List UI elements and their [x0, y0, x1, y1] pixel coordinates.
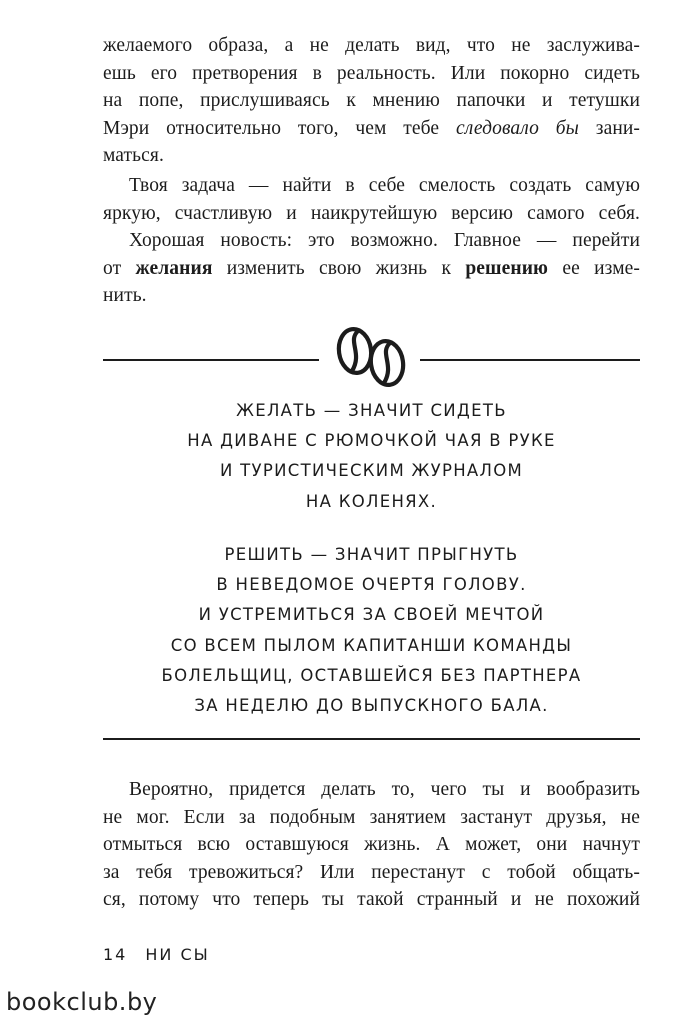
- page-footer: [103, 945, 210, 964]
- text-line: не мог. Если за подобным занятием застанут друзья, не: [103, 806, 640, 828]
- paragraph-2: [103, 172, 640, 227]
- quote-line: РЕШИТЬ — ЗНАЧИТ ПРЫГНУТЬ: [224, 545, 519, 564]
- text-line: Твоя задача — найти в себе смелость создать самую: [129, 175, 640, 196]
- watermark-logo: bookclub.by: [6, 988, 158, 1016]
- divider-line-left: [103, 359, 319, 361]
- page-number: 14: [103, 945, 128, 964]
- text-line: маться.: [103, 145, 164, 166]
- ornament-divider: [103, 305, 640, 405]
- quote-line: ЖЕЛАТЬ — ЗНАЧИТ СИДЕТЬ: [236, 401, 507, 420]
- bold-word-desire: желания: [135, 257, 213, 279]
- paragraph-1: [103, 32, 640, 170]
- text-line: на попе, прислушиваясь к мнению папочки и тетушки: [103, 90, 640, 111]
- text-line: желаемого образа, а не делать вид, что не заслужива-: [103, 35, 640, 56]
- quote-line: СО ВСЕМ ПЫЛОМ КАПИТАНШИ КОМАНДЫ: [170, 635, 573, 655]
- quote-line: И ТУРИСТИЧЕСКИМ ЖУРНАЛОМ: [219, 461, 524, 481]
- text-line: нить.: [103, 285, 147, 306]
- text-line: за тебя тревожиться? Или перестанут с тобой общать-: [103, 861, 640, 883]
- divider-line-right: [420, 359, 640, 361]
- quote-line: БОЛЕЛЬЩИЦ, ОСТАВШЕЙСЯ БЕЗ ПАРТНЕРА: [161, 665, 582, 685]
- text-line: яркую, счастливую и наикрутейшую версию самого себя.: [103, 202, 640, 224]
- text-line: ся, потому что теперь ты такой странный и не похожий: [103, 889, 640, 910]
- emphasis-text: следовало бы: [456, 117, 579, 139]
- quote-block-desire: [103, 396, 640, 517]
- text-line: Мэри относительно того, чем тебе следовало бы зани-: [103, 117, 640, 139]
- text-line: Вероятно, придется делать то, чего ты и вообразить: [129, 779, 640, 800]
- text-line: Хорошая новость: это возможно. Главное — перейти: [129, 230, 640, 251]
- bold-word-decision: решению: [465, 257, 549, 279]
- running-title: НИ СЫ: [145, 945, 210, 964]
- coffee-beans-icon: [327, 321, 419, 393]
- quote-line: И УСТРЕМИТЬСЯ ЗА СВОЕЙ МЕЧТОЙ: [198, 605, 545, 625]
- quote-line: НА ДИВАНЕ С РЮМОЧКОЙ ЧАЯ В РУКЕ: [187, 431, 556, 451]
- paragraph-3: [103, 227, 640, 310]
- text-line: ешь его претворения в реальность. Или покорно сидеть: [103, 62, 640, 84]
- paragraph-4: [103, 776, 640, 914]
- quote-line: В НЕВЕДОМОЕ ОЧЕРТЯ ГОЛОВУ.: [216, 575, 527, 595]
- quote-line: НА КОЛЕНЯХ.: [305, 491, 438, 511]
- text-line: отмыться всю оставшуюся жизнь. А может, они начнут: [103, 834, 640, 855]
- divider-line-bottom: [103, 738, 640, 740]
- quote-block-decide: [103, 540, 640, 721]
- text-line: от желания изменить свою жизнь к решению ее изме-: [103, 257, 640, 279]
- quote-line: ЗА НЕДЕЛЮ ДО ВЫПУСКНОГО БАЛА.: [194, 696, 549, 716]
